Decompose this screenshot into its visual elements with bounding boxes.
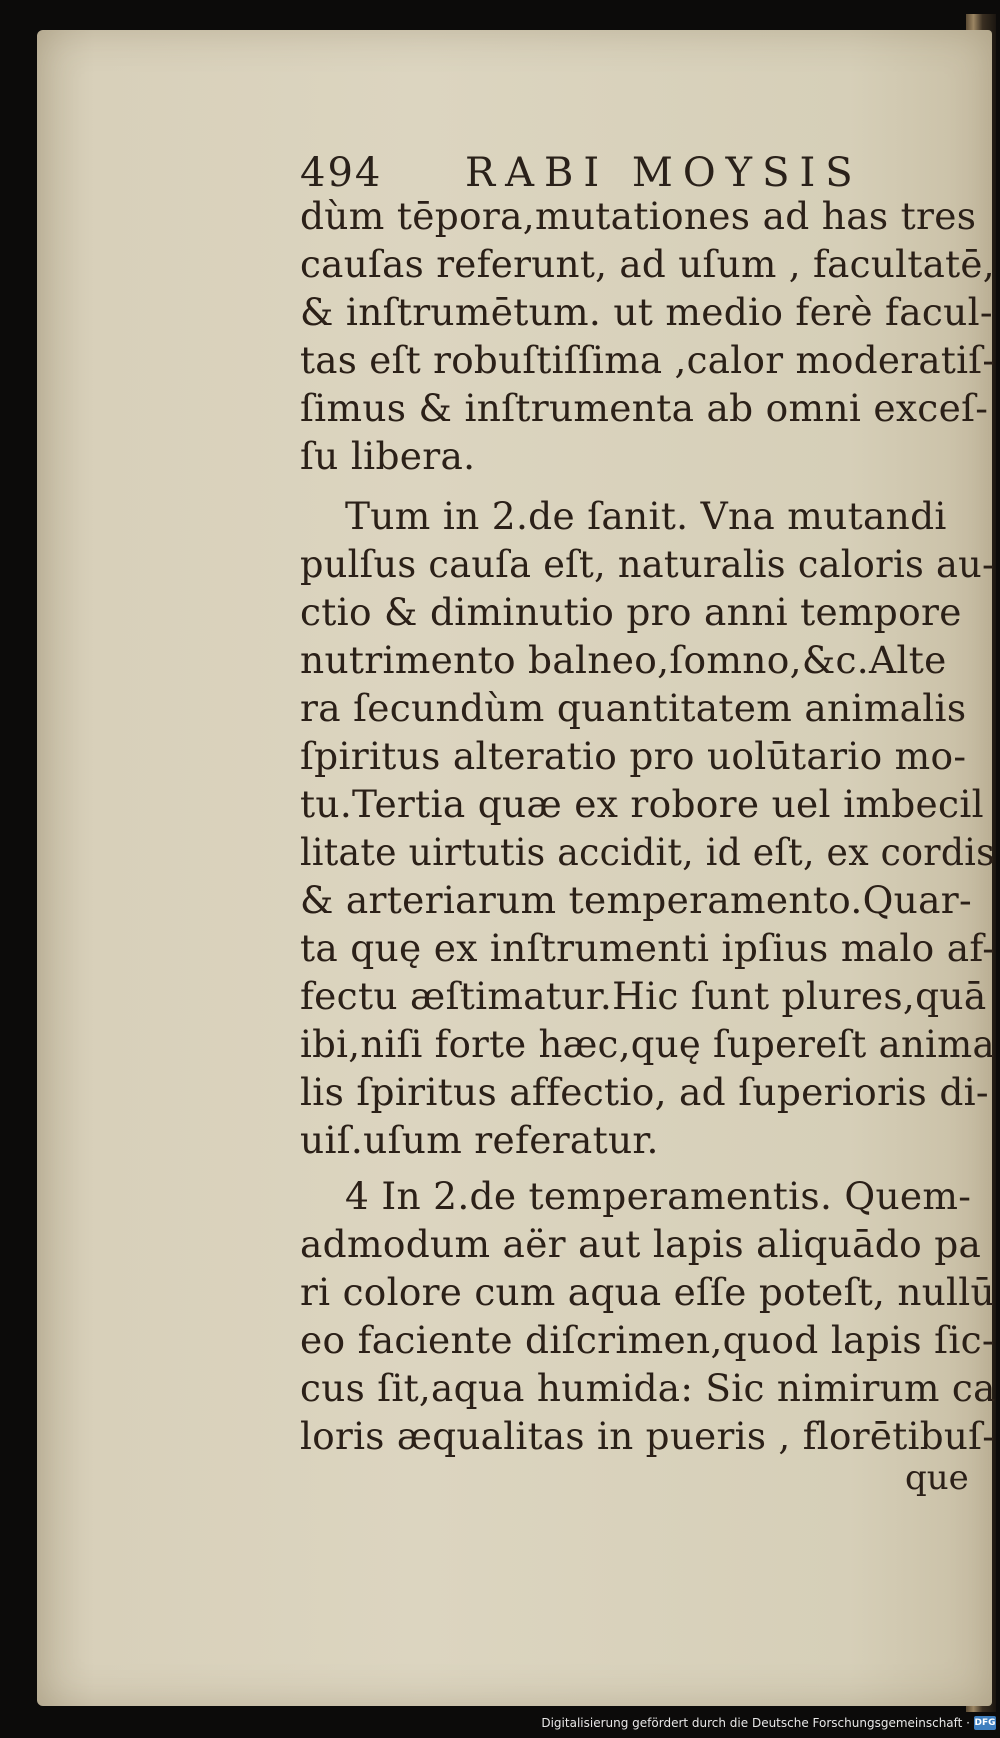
text-line: litate uirtutis accidit, id eſt, ex cordis [300, 830, 995, 874]
text-line: uiſ.uſum referatur. [300, 1118, 659, 1162]
catchword: que [905, 1458, 969, 1498]
text-line: eo faciente diſcrimen,quod lapis ſic- [300, 1318, 995, 1362]
page-number: 494 [300, 150, 383, 196]
text-line: tas eſt robuſtiſſima ,calor moderatiſ- [300, 338, 996, 382]
text-line: loris æqualitas in pueris , florētibuſ- [300, 1414, 996, 1458]
running-title: RABI MOYSIS [465, 150, 863, 196]
text-line: & arteriarum temperamento.Quar- [300, 878, 972, 922]
text-line: ſu libera. [300, 434, 476, 478]
text-line: cauſas referunt, ad uſum , facultatē, [300, 242, 995, 286]
funding-credit: Digitalisierung gefördert durch die Deutsche Forschungsgemeinschaft · [541, 1716, 970, 1730]
dfg-logo: DFG [974, 1718, 996, 1728]
text-line: ctio & diminutio pro anni tempore [300, 590, 962, 634]
text-line: ta quę ex inſtrumenti ipſius malo af- [300, 926, 996, 970]
digitization-footer [0, 1712, 1000, 1738]
text-line: nutrimento balneo,ſomno,&c.Alte [300, 638, 947, 682]
text-line: admodum aër aut lapis aliquādo pa [300, 1222, 982, 1266]
text-line: lis ſpiritus affectio, ad ſuperioris di- [300, 1070, 989, 1114]
text-line: Tum in 2.de ſanit. Vna mutandi [345, 494, 947, 538]
text-line: cus ſit,aqua humida: Sic nimirum ca [300, 1366, 996, 1410]
text-line: tu.Tertia quæ ex robore uel imbecil [300, 782, 984, 826]
text-line: ri colore cum aqua eſſe poteſt, nullū [300, 1270, 995, 1314]
text-line: fectu æſtimatur.Hic ſunt plures,quā [300, 974, 987, 1018]
text-line: ſimus & inſtrumenta ab omni exceſ- [300, 386, 989, 430]
text-line: pulſus cauſa eſt, naturalis caloris au- [300, 542, 995, 586]
text-line: dùm tēpora,mutationes ad has tres [300, 194, 977, 238]
text-line: ra ſecundùm quantitatem animalis [300, 686, 967, 730]
text-line: & inſtrumētum. ut medio ferè facul- [300, 290, 993, 334]
text-line: 4 In 2.de temperamentis. Quem- [345, 1174, 972, 1218]
text-line: ibi,niſi forte hæc,quę ſupereſt anima [300, 1022, 995, 1066]
text-line: ſpiritus alteratio pro uolūtario mo- [300, 734, 967, 778]
